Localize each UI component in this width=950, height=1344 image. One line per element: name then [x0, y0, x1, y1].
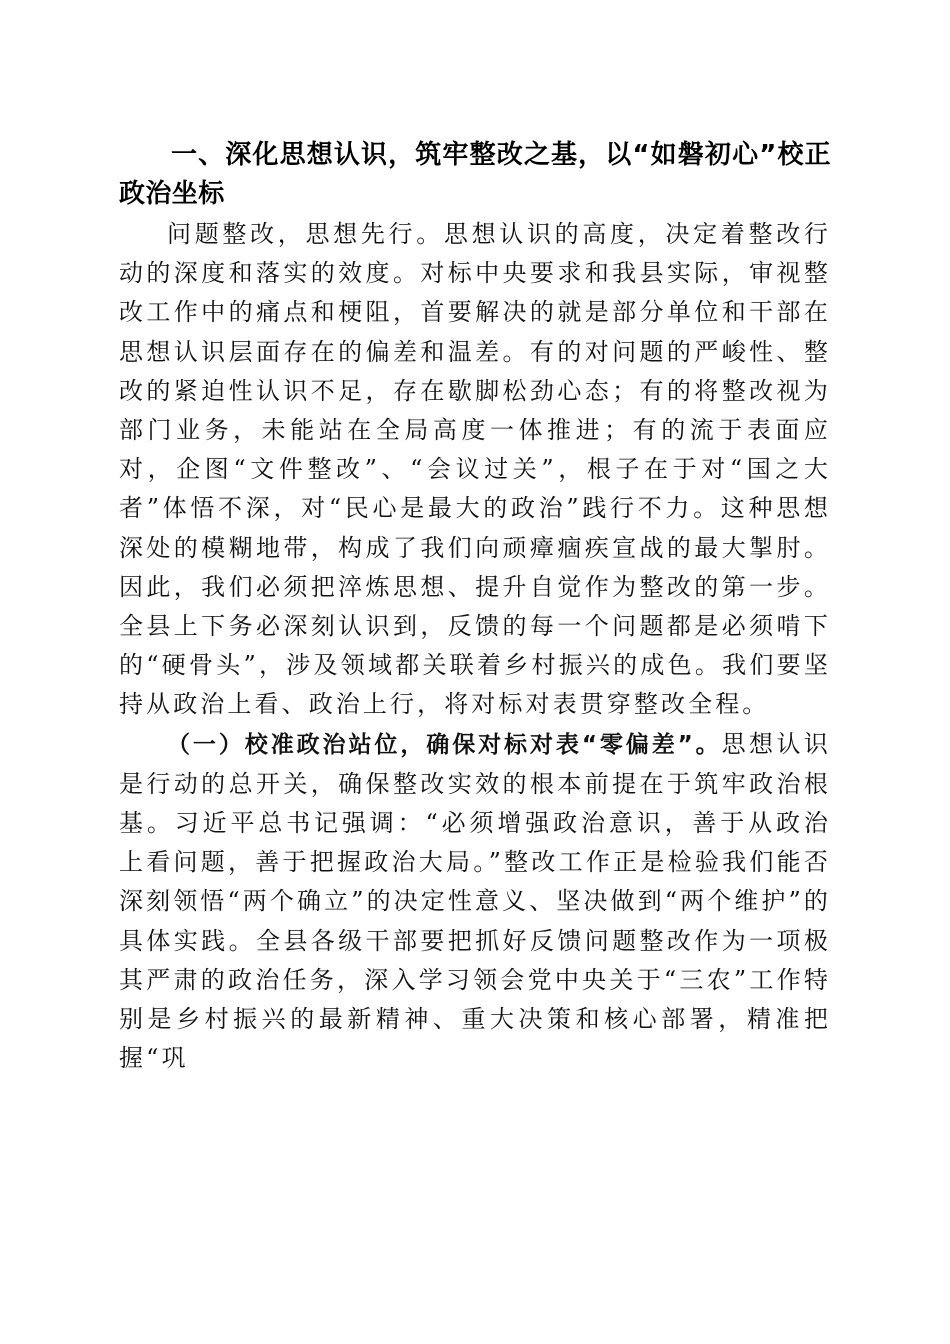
document-page	[119, 136, 831, 1078]
intro-paragraph: 问题整改，思想先行。思想认识的高度，决定着整改行动的深度和落实的效度。对标中央要求和我县实际，审视整改工作中的痛点和梗阻，首要解决的就是部分单位和干部在思想认识层面存在的偏差和温差。有的对问题的严峻性、整改的紧迫性认识不足，存在歇脚松劲心态；有的将整改视为部门业务，未能站在全局高度一体推进；有的流于表面应对，企图“文件整改”、“会议过关”，根子在于对“国之大者”体悟不深，对“民心是最大的政治”践行不力。这种思想深处的模糊地带，构成了我们向顽瘴痼疾宣战的最大掣肘。因此，我们必须把淬炼思想、提升自觉作为整改的第一步。全县上下务必深刻认识到，反馈的每一个问题都是必须啃下的“硬骨头”，涉及领域都关联着乡村振兴的成色。我们要坚持从政治上看、政治上行，将对标对表贯穿整改全程。	[119, 220, 831, 719]
subsection-body: 思想认识是行动的总开关，确保整改实效的根本前提在于筑牢政治根基。习近平总书记强调：“必须增强政治意识，善于从政治上看问题，善于把握政治大局。”整改工作正是检验我们能否深刻领悟“两个确立”的决定性意义、坚决做到“两个维护”的具体实践。全县各级干部要把抓好反馈问题整改作为一项极其严肃的政治任务，深入学习领会党中央关于“三农”工作特别是乡村振兴的最新精神、重大决策和核心部署，精准把握“巩	[119, 729, 832, 1073]
subsection-paragraph	[119, 725, 831, 1079]
subsection-title: （一）校准政治站位，确保对标对表“零偏差”。	[167, 731, 722, 758]
section-heading: 一、深化思想认识，筑牢整改之基，以“如磐初心”校正政治坐标	[119, 140, 831, 209]
